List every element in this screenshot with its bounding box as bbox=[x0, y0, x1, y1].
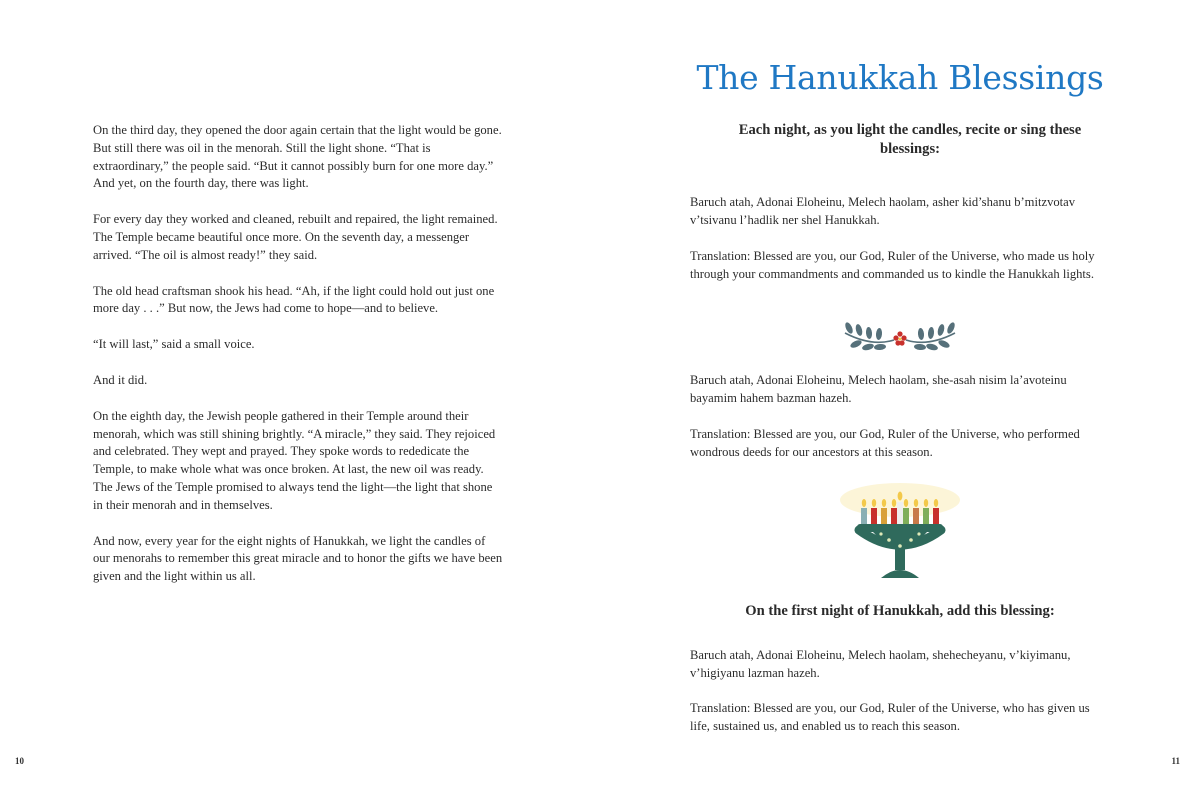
translation-candles: Translation: Blessed are you, our God, Ruler of the Universe, who made us holy through your commandments and commanded us to kindle the Hanukkah lights. bbox=[690, 249, 1095, 281]
menorah-icon bbox=[837, 480, 963, 586]
blessing-miracles: Baruch atah, Adonai Eloheinu, Melech haolam, she-asah nisim la’avoteinu bayamim hahem bazman hazeh. bbox=[690, 373, 1067, 405]
first-night-heading: On the first night of Hanukkah, add this blessing: bbox=[745, 603, 1055, 619]
story-paragraph: And it did. bbox=[93, 372, 148, 387]
story-paragraph: On the third day, they opened the door again certain that the light would be gone. But still there was oil in the menorah. Still the light shone. “That is extraordinary,” the people said. “But it cannot possibly burn for one more day.” And yet, on the fourth day, there was light. bbox=[93, 123, 502, 191]
page-title: The Hanukkah Blessings bbox=[696, 58, 1104, 97]
page-number-left: 10 bbox=[15, 756, 24, 766]
story-paragraph: The old head craftsman shook his head. “Ah, if the light could hold out just one more day . . .” But now, the Jews had come to hope—and to believe. bbox=[93, 283, 495, 316]
blessing-shehecheyanu: Baruch atah, Adonai Eloheinu, Melech haolam, shehecheyanu, v’kiyimanu, v’higiyanu lazman hazeh. bbox=[690, 648, 1071, 680]
story-paragraph: And now, every year for the eight nights of Hanukkah, we light the candles of our menorahs to remember this great miracle and to honor the gifts we have been given and the light within us all. bbox=[93, 533, 503, 584]
translation-miracles: Translation: Blessed are you, our God, Ruler of the Universe, who performed wondrous deeds for our ancestors at this season. bbox=[690, 427, 1080, 459]
right-page bbox=[600, 0, 1200, 795]
story-paragraph: For every day they worked and cleaned, rebuilt and repaired, the light remained. The Temple became beautiful once more. On the seventh day, a messenger arrived. “The oil is almost ready!” they said. bbox=[93, 212, 498, 262]
blessing-candles: Baruch atah, Adonai Eloheinu, Melech haolam, asher kid’shanu b’mitzvotav v’tsivanu l’hadlik ner shel Hanukkah. bbox=[690, 195, 1076, 227]
blessings-intro: Each night, as you light the candles, recite or sing these blessings: bbox=[738, 122, 1082, 157]
page-number-right: 11 bbox=[1171, 756, 1180, 766]
story-text bbox=[93, 122, 503, 604]
story-paragraph: On the eighth day, the Jewish people gathered in their Temple around their menorah, which was still shining brightly. “A miracle,” they said. They rejoiced and celebrated. They wept and prayed. They spoke words to rededicate the Temple, to make whole what was once broken. At last, the new oil was ready. The Jews of the Temple promised to always tend the light—the light that shone in their menorah and in themselves. bbox=[93, 408, 496, 512]
laurel-branch-icon bbox=[837, 317, 963, 357]
translation-shehecheyanu: Translation: Blessed are you, our God, Ruler of the Universe, who has given us life, sustained us, and enabled us to reach this season. bbox=[690, 701, 1090, 733]
story-paragraph: “It will last,” said a small voice. bbox=[93, 337, 255, 352]
